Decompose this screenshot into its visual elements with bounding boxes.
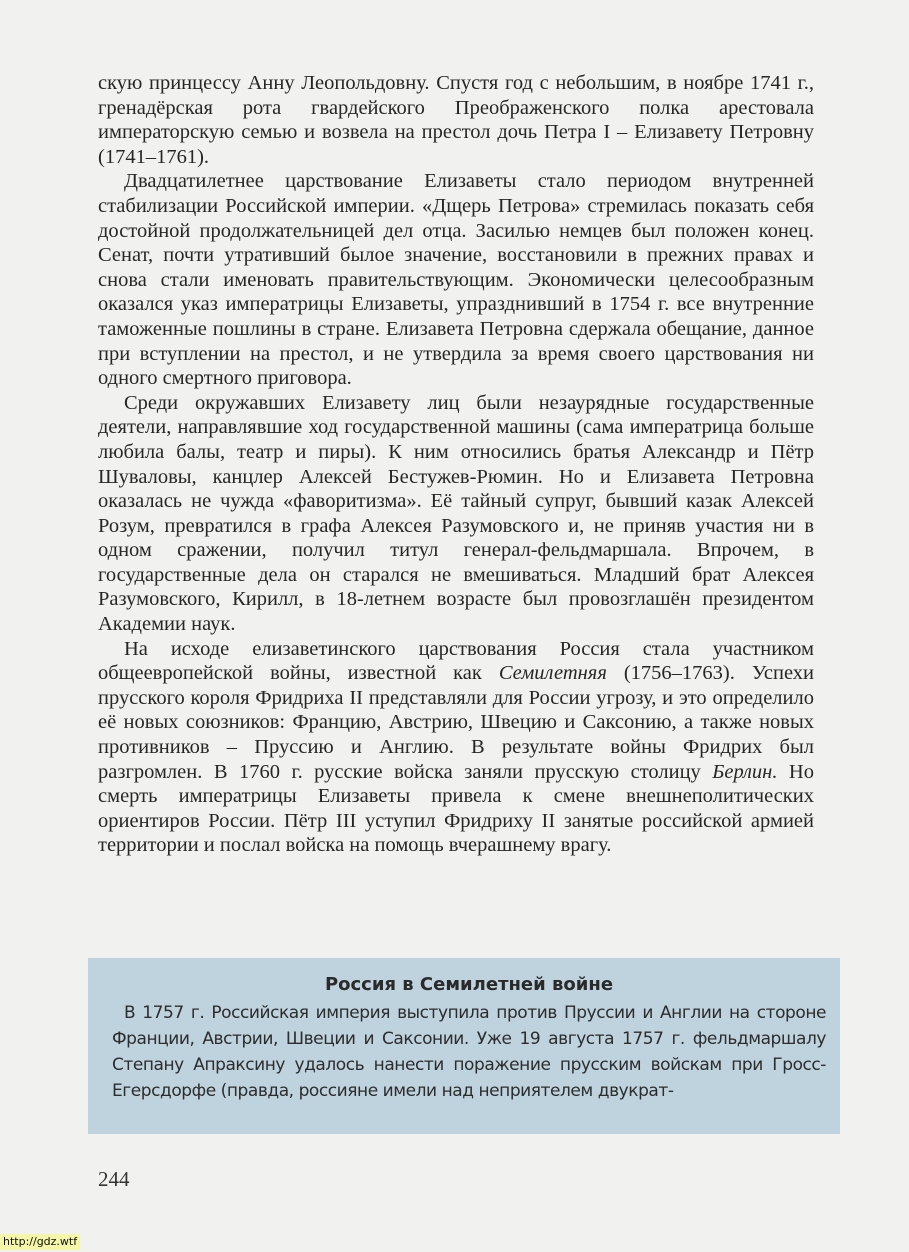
term-seven-years-war: Семилетняя (498, 662, 607, 685)
paragraph-4-text-1: На исходе елизаветинского царствования Россия стала участником общеевропейской войны, известной как (98, 637, 814, 685)
sidebar-box (88, 958, 840, 1134)
term-berlin: Берлин. (712, 760, 778, 783)
paragraph-4-text-2: (1756–1763). Успехи прусского короля Фридриха II представляли для России угрозу, и это определило её новых союзников: Францию, Австрию, Швецию и Саксонию, а также новых противников – Пруссию и Англию. В результате войны Фридрих был разгромлен. В 1760 г. русские войска заняли прусскую столицу (98, 662, 814, 783)
paragraph-3: Среди окружавших Елизавету лиц были незаурядные государственные деятели, направлявшие ход государственной машины (сама императрица больше любила балы, театр и пиры). К ним относились братья Александр и Пётр Шуваловы, канцлер Алексей Бестужев-Рюмин. Но и Елизавета Петровна оказалась не чужда «фаворитизма». Её тайный супруг, бывший казак Алексей Розум, превратился в графа Алексея Разумовского и, не приняв участия ни в одном сражении, получил титул генерал-фельдмаршала. Впрочем, в государственные дела он старался не вмешиваться. Младший брат Алексея Разумовского, Кирилл, в 18-летнем возрасте был провозглашён президентом Академии наук. (98, 391, 814, 636)
paragraph-4 (98, 637, 814, 858)
sidebar-title: Россия в Семилетней войне (324, 974, 614, 995)
main-text (98, 71, 814, 858)
page-number: 244 (98, 1167, 130, 1191)
sidebar-text: В 1757 г. Российская империя выступила против Пруссии и Англии на стороне Франции, Австрии, Швеции и Саксонии. Уже 19 августа 1757 г. фельдмаршалу Степану Апраксину удалось нанести поражение прусским войскам при Гросс-Егерсдорфе (правда, россияне имели над неприятелем двукрат- (112, 1003, 826, 1101)
paragraph-2: Двадцатилетнее царствование Елизаветы стало периодом внутренней стабилизации Российской империи. «Дщерь Петрова» стремилась показать себя достойной продолжательницей дел отца. Засилью немцев был положен конец. Сенат, почти утративший былое значение, восстановили в прежних правах и снова стали именовать правительствующим. Экономически целесообразным оказался указ императрицы Елизаветы, упразднивший в 1754 г. все внутренние таможенные пошлины в стране. Елизавета Петровна сдержала обещание, данное при вступлении на престол, и не утвердила за время своего царствования ни одного смертного приговора. (98, 170, 814, 390)
watermark-link[interactable]: http://gdz.wtf (0, 1234, 80, 1250)
paragraph-4-text-3: Но смерть императрицы Елизаветы привела к смене внешнеполитических ориентиров России. Пётр III уступил Фридриху II занятые российской армией территории и послал войска на помощь вчерашнему врагу. (98, 760, 814, 857)
paragraph-1: скую принцессу Анну Леопольдовну. Спустя год с небольшим, в ноябре 1741 г., гренадёрская рота гвардейского Преображенского полка арестовала императорскую семью и возвела на престол дочь Петра I – Елизавету Петровну (1741–1761). (98, 72, 814, 168)
